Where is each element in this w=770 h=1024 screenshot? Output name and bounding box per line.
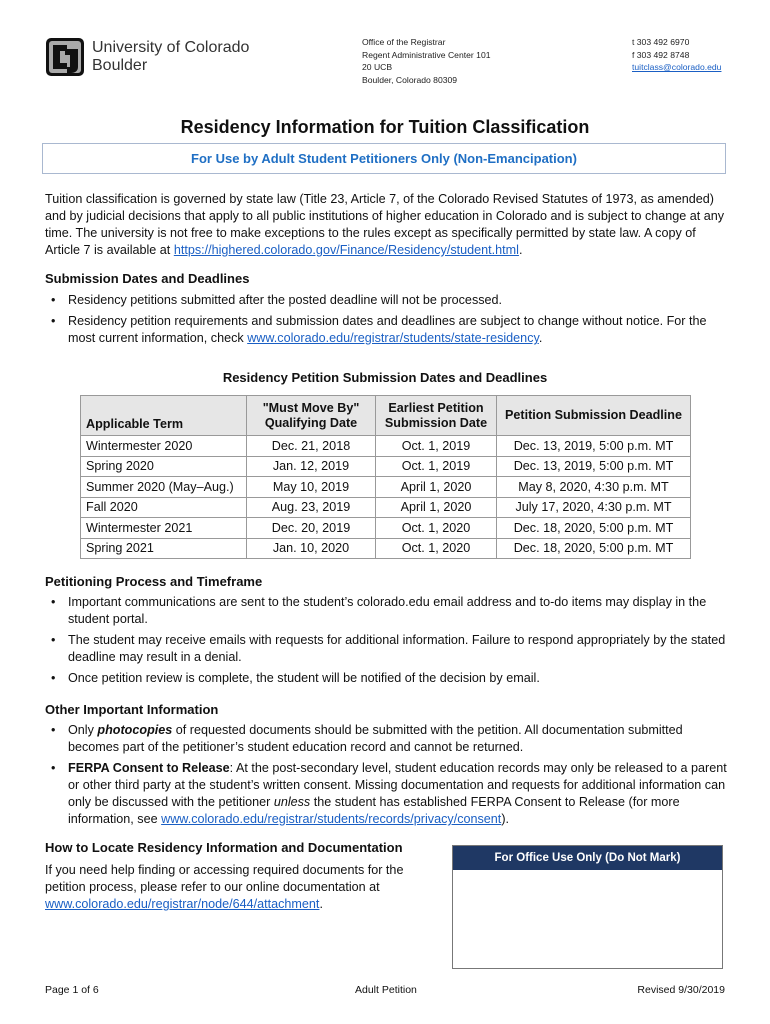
column-header: "Must Move By" Qualifying Date <box>247 396 376 436</box>
table-cell: Oct. 1, 2019 <box>376 436 497 457</box>
deadlines-table <box>80 395 691 559</box>
punct: ). <box>501 812 510 826</box>
address-line: Boulder, Colorado 80309 <box>362 74 458 85</box>
university-name: University of Colorado <box>92 39 250 56</box>
office-use-box <box>452 845 723 969</box>
section-heading-process: Petitioning Process and Timeframe <box>45 574 263 589</box>
state-residency-link[interactable]: www.colorado.edu/registrar/students/state-residency <box>247 331 539 345</box>
list-item <box>45 722 730 756</box>
office-use-header: For Office Use Only (Do Not Mark) <box>453 846 722 870</box>
list-item <box>45 632 730 666</box>
table-cell: Wintermester 2020 <box>81 436 247 457</box>
table-cell: Dec. 18, 2020, 5:00 p.m. MT <box>497 518 691 539</box>
list-item <box>45 670 730 687</box>
statute-link[interactable]: https://highered.colorado.gov/Finance/Residency/student.html <box>173 243 519 257</box>
intro-paragraph <box>45 191 730 259</box>
other-list <box>45 722 730 832</box>
item-text: Only <box>68 723 98 737</box>
table-cell: Aug. 23, 2019 <box>247 497 376 518</box>
table-header-row <box>81 396 691 436</box>
footer-form-name: Adult Petition <box>355 984 417 996</box>
campus-name: Boulder <box>92 57 148 74</box>
office-address <box>362 36 491 86</box>
column-header: Applicable Term <box>81 396 247 436</box>
list-item <box>45 760 730 828</box>
section-heading-locate: How to Locate Residency Information and Documentation <box>45 840 403 855</box>
submission-list <box>45 292 730 351</box>
table-row <box>81 456 691 477</box>
table-cell: Wintermester 2021 <box>81 518 247 539</box>
phone: t 303 492 6970 <box>632 37 690 47</box>
table-cell: Dec. 18, 2020, 5:00 p.m. MT <box>497 538 691 559</box>
item-text: Residency petitions submitted after the posted deadline will not be processed. <box>68 293 503 307</box>
table-row <box>81 518 691 539</box>
item-text: The student may receive emails with requests for additional information. Failure to respond appropriately by the stated deadline may result in a denial. <box>68 633 726 664</box>
fax: f 303 492 8748 <box>632 49 690 60</box>
emphasis: unless <box>273 795 311 809</box>
table-row <box>81 436 691 457</box>
table-cell: Oct. 1, 2019 <box>376 456 497 477</box>
list-item <box>45 292 730 309</box>
table-cell: July 17, 2020, 4:30 p.m. MT <box>497 497 691 518</box>
table-cell: Oct. 1, 2020 <box>376 538 497 559</box>
process-list <box>45 594 730 691</box>
emphasis: photocopies <box>97 723 173 737</box>
punct: . <box>319 897 323 911</box>
documentation-link[interactable]: www.colorado.edu/registrar/node/644/attachment <box>45 897 320 911</box>
table-cell: Spring 2021 <box>81 538 247 559</box>
locate-paragraph <box>45 862 415 913</box>
table-cell: May 10, 2019 <box>247 477 376 498</box>
table-cell: Jan. 10, 2020 <box>247 538 376 559</box>
table-cell: April 1, 2020 <box>376 477 497 498</box>
item-text: the student has established FERPA Consent to Release (for more information, see <box>68 795 680 826</box>
section-heading-other: Other Important Information <box>45 702 219 717</box>
table-cell: Dec. 20, 2019 <box>247 518 376 539</box>
revision-date: Revised 9/30/2019 <box>637 984 725 996</box>
email-link[interactable]: tuitclass@colorado.edu <box>632 62 722 72</box>
locate-text: If you need help finding or accessing required documents for the petition process, please refer to our online documentation at <box>45 863 404 894</box>
table-cell: April 1, 2020 <box>376 497 497 518</box>
address-line: 20 UCB <box>362 62 393 72</box>
item-text: : At the post-secondary level, student education records may only be released to a parent or other third party at the student’s written consent. Missing documentation and requests for additional information can only be discussed with the petitioner <box>68 761 727 809</box>
list-item <box>45 594 730 628</box>
table-cell: Spring 2020 <box>81 456 247 477</box>
table-cell: Dec. 13, 2019, 5:00 p.m. MT <box>497 456 691 477</box>
table-cell: Summer 2020 (May–Aug.) <box>81 477 247 498</box>
ferpa-consent-link[interactable]: www.colorado.edu/registrar/students/records/privacy/consent <box>161 812 502 826</box>
table-cell: Fall 2020 <box>81 497 247 518</box>
punct: . <box>538 331 543 345</box>
intro-text: Tuition classification is governed by state law (Title 23, Article 7, of the Colorado Revised Statutes of 1973, as amended) and by judicial decisions that apply to all public institutions of higher education in Colorado and is subject to change at any time. The university is not free to make exceptions to the rules except as specifically permitted by state law. A copy of Article 7 is available at <box>45 192 725 257</box>
item-text: Once petition review is complete, the student will be notified of the decision by email. <box>68 671 540 685</box>
item-text: Residency petition requirements and submission dates and deadlines are subject to change without notice. For the most current information, check <box>68 314 707 345</box>
section-heading-submission: Submission Dates and Deadlines <box>45 271 250 286</box>
table-row <box>81 538 691 559</box>
contact-info <box>632 36 721 74</box>
item-text: Important communications are sent to the student’s colorado.edu email address and to-do items may display in the student portal. <box>68 595 707 626</box>
item-label: FERPA Consent to Release <box>68 761 230 775</box>
item-text: of requested documents should be submitted with the petition. All documentation submitted becomes part of the petitioner’s student education record and cannot be returned. <box>68 723 683 754</box>
punct: . <box>518 243 523 257</box>
table-cell: May 8, 2020, 4:30 p.m. MT <box>497 477 691 498</box>
table-caption: Residency Petition Submission Dates and Deadlines <box>222 370 548 385</box>
address-line: Office of the Registrar <box>362 37 446 47</box>
column-header: Petition Submission Deadline <box>497 396 691 436</box>
list-item <box>45 313 730 347</box>
table-cell: Jan. 12, 2019 <box>247 456 376 477</box>
table-cell: Dec. 13, 2019, 5:00 p.m. MT <box>497 436 691 457</box>
page-title: Residency Information for Tuition Classification <box>180 117 590 137</box>
table-row <box>81 497 691 518</box>
address-line: Regent Administrative Center 101 <box>362 49 491 60</box>
audience-banner: For Use by Adult Student Petitioners Only (Non-Emancipation) <box>42 143 726 174</box>
table-cell: Oct. 1, 2020 <box>376 518 497 539</box>
page-number: Page 1 of 6 <box>45 984 99 996</box>
column-header: Earliest Petition Submission Date <box>376 396 497 436</box>
table-cell: Dec. 21, 2018 <box>247 436 376 457</box>
cu-logo-icon <box>45 37 85 77</box>
cu-boulder-logo <box>45 37 249 77</box>
table-row <box>81 477 691 498</box>
